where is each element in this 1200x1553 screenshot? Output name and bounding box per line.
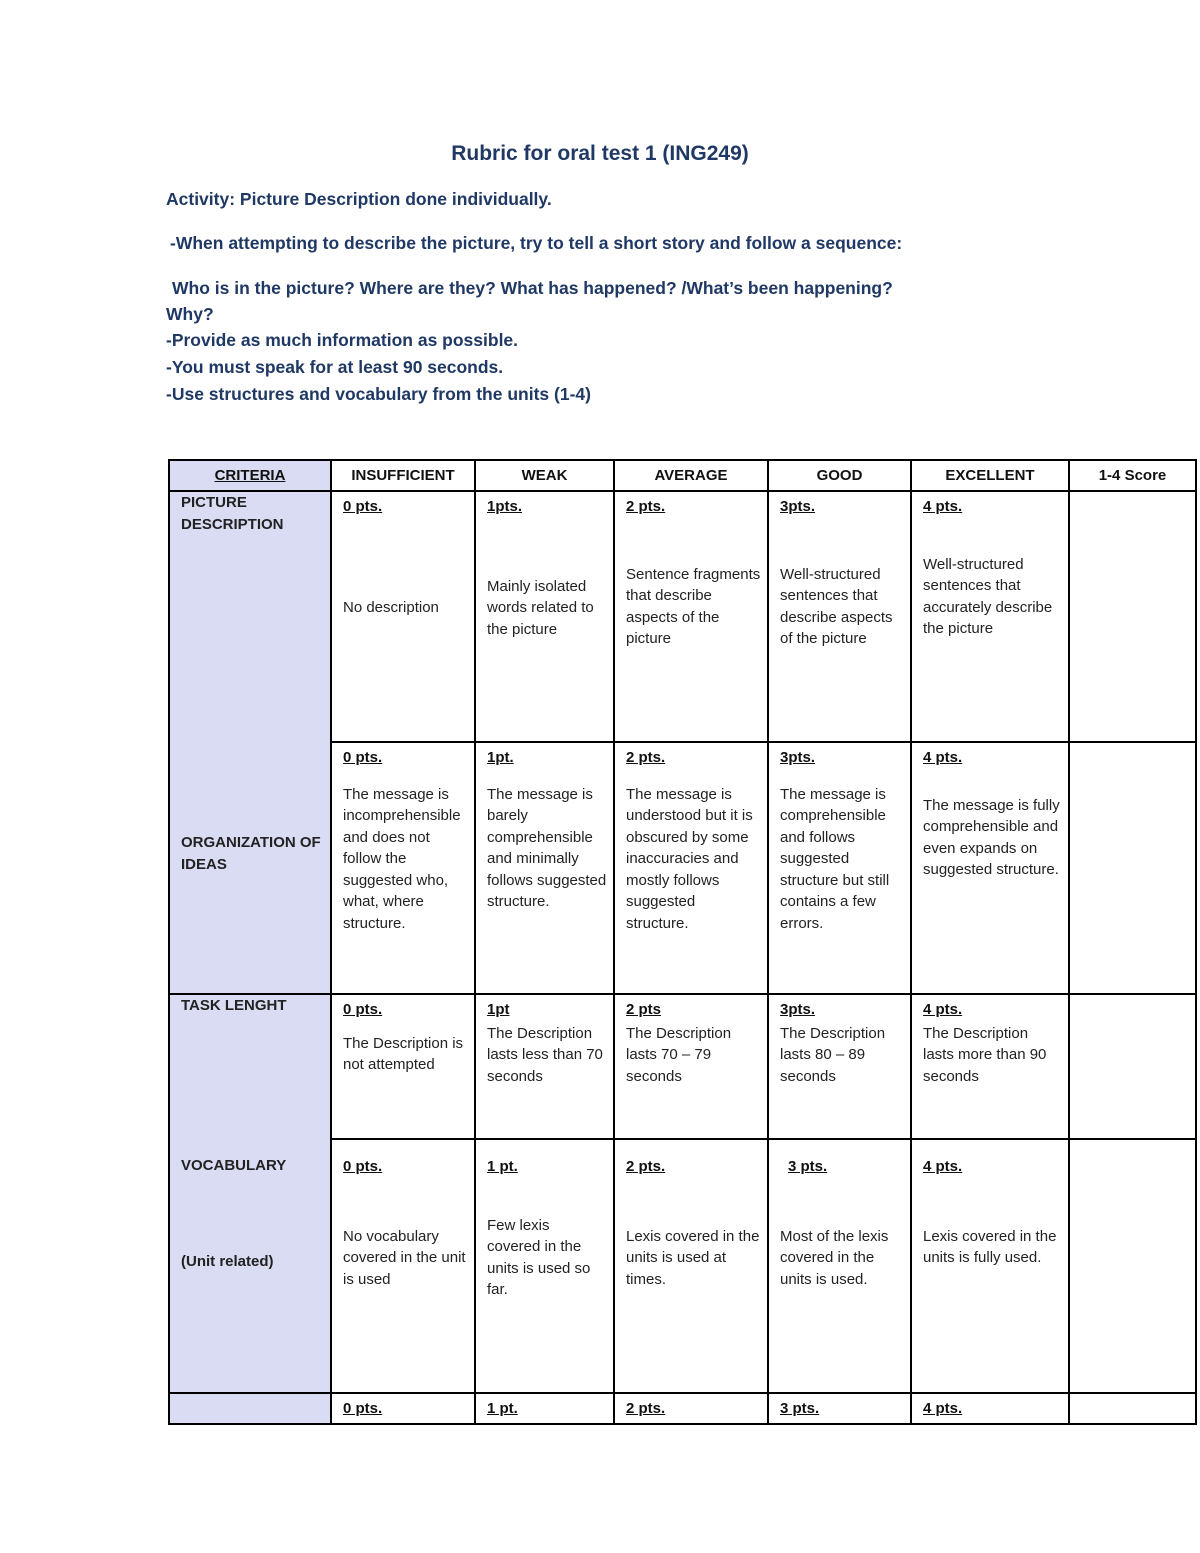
header-excellent: EXCELLENT bbox=[911, 460, 1069, 491]
score-cell[interactable] bbox=[1069, 1393, 1196, 1424]
header-good: GOOD bbox=[768, 460, 911, 491]
criteria-vocabulary-label: VOCABULARY bbox=[181, 1157, 287, 1174]
points-label: 4 pts. bbox=[923, 1400, 963, 1417]
cell-description: Lexis covered in the units is fully used. bbox=[923, 1227, 1057, 1266]
points-label: 0 pts. bbox=[343, 498, 383, 515]
cell-description: The Description lasts 80 – 89 seconds bbox=[780, 1024, 886, 1085]
cell-description: Sentence fragments that describe aspects of the picture bbox=[626, 565, 761, 647]
cell-description: Lexis covered in the units is used at times. bbox=[626, 1227, 760, 1288]
points-label: 4 pts. bbox=[923, 1001, 963, 1018]
cell-description: The message is understood but it is obscured by some inaccuracies and mostly follows suggested structure. bbox=[626, 785, 753, 932]
cell-excellent bbox=[911, 1393, 1069, 1424]
cell-good bbox=[768, 1393, 911, 1424]
points-label: 1 pt. bbox=[487, 1158, 518, 1175]
cell-insufficient bbox=[331, 491, 475, 742]
points-label: 3pts. bbox=[780, 749, 816, 766]
cell-description: The Description lasts less than 70 seconds bbox=[487, 1024, 603, 1085]
cell-description: The Description is not attempted bbox=[343, 1034, 464, 1073]
cell-insufficient bbox=[331, 1139, 475, 1393]
rubric-table bbox=[168, 459, 1197, 1425]
points-label: 0 pts. bbox=[343, 749, 383, 766]
cell-description: The message is incomprehensible and does not follow the suggested who, what, where structure. bbox=[343, 785, 461, 932]
cell-good bbox=[768, 742, 911, 994]
cell-insufficient bbox=[331, 1393, 475, 1424]
header-criteria: CRITERIA bbox=[169, 460, 331, 491]
cell-description: Well-structured sentences that accurately describe the picture bbox=[923, 555, 1053, 637]
points-label: 1pt bbox=[487, 1001, 510, 1018]
points-label: 4 pts. bbox=[923, 749, 963, 766]
cell-insufficient bbox=[331, 994, 475, 1139]
cell-weak bbox=[475, 994, 614, 1139]
points-label: 2 pts. bbox=[626, 498, 666, 515]
criteria-task-length: TASK LENGHT bbox=[169, 994, 331, 1139]
cell-excellent bbox=[911, 491, 1069, 742]
score-cell[interactable] bbox=[1069, 994, 1196, 1139]
cell-weak bbox=[475, 1139, 614, 1393]
cell-excellent bbox=[911, 742, 1069, 994]
instruction-why: Why? bbox=[166, 304, 214, 324]
cell-average bbox=[614, 491, 768, 742]
document-title: Rubric for oral test 1 (ING249) bbox=[451, 142, 749, 165]
cell-description: Few lexis covered in the units is used so far. bbox=[487, 1216, 591, 1298]
points-label: 0 pts. bbox=[343, 1400, 383, 1417]
points-label: 4 pts. bbox=[923, 498, 963, 515]
cell-description: Most of the lexis covered in the units is used. bbox=[780, 1227, 889, 1288]
points-label: 4 pts. bbox=[923, 1158, 963, 1175]
cell-description: Mainly isolated words related to the picture bbox=[487, 577, 594, 638]
points-label: 1 pt. bbox=[487, 1400, 518, 1417]
cell-average bbox=[614, 994, 768, 1139]
points-label: 2 pts. bbox=[626, 1158, 666, 1175]
cell-description: The Description lasts 70 – 79 seconds bbox=[626, 1024, 732, 1085]
criteria-vocabulary-sub: (Unit related) bbox=[181, 1252, 274, 1270]
header-row bbox=[169, 460, 1196, 491]
activity-line: Activity: Picture Description done individually. bbox=[166, 189, 552, 209]
points-label: 2 pts. bbox=[626, 749, 666, 766]
cell-insufficient bbox=[331, 742, 475, 994]
points-label: 0 pts. bbox=[343, 1158, 383, 1175]
header-score: 1-4 Score bbox=[1069, 460, 1196, 491]
table-row bbox=[169, 1139, 1196, 1393]
table-row bbox=[169, 1393, 1196, 1424]
table-row bbox=[169, 994, 1196, 1139]
cell-excellent bbox=[911, 1139, 1069, 1393]
cell-description: No vocabulary covered in the unit is used bbox=[343, 1227, 466, 1288]
table-row bbox=[169, 742, 1196, 994]
instruction-information: -Provide as much information as possible. bbox=[166, 330, 519, 350]
cell-average bbox=[614, 742, 768, 994]
instruction-structures: -Use structures and vocabulary from the units (1-4) bbox=[166, 384, 591, 404]
cell-description: The Description lasts more than 90 seconds bbox=[923, 1024, 1047, 1085]
points-label: 3 pts. bbox=[780, 1400, 820, 1417]
header-weak: WEAK bbox=[475, 460, 614, 491]
cell-good bbox=[768, 1139, 911, 1393]
cell-description: Well-structured sentences that describe aspects of the picture bbox=[780, 565, 893, 647]
cell-average bbox=[614, 1139, 768, 1393]
points-label: 3 pts. bbox=[788, 1158, 828, 1175]
criteria-organization-of-ideas: ORGANIZATION OF IDEAS bbox=[169, 742, 331, 994]
cell-good bbox=[768, 994, 911, 1139]
table-row bbox=[169, 491, 1196, 742]
score-cell[interactable] bbox=[1069, 742, 1196, 994]
instruction-questions: Who is in the picture? Where are they? What has happened? /What’s been happening? bbox=[172, 278, 893, 298]
header-average: AVERAGE bbox=[614, 460, 768, 491]
points-label: 2 pts. bbox=[626, 1400, 666, 1417]
points-label: 0 pts. bbox=[343, 1001, 383, 1018]
header-insufficient: INSUFFICIENT bbox=[331, 460, 475, 491]
cell-good bbox=[768, 491, 911, 742]
cell-excellent bbox=[911, 994, 1069, 1139]
points-label: 2 pts bbox=[626, 1001, 662, 1018]
points-label: 3pts. bbox=[780, 1001, 816, 1018]
cell-description: The message is fully comprehensible and even expands on suggested structure. bbox=[923, 796, 1060, 878]
points-label: 3pts. bbox=[780, 498, 816, 515]
instruction-sequence: -When attempting to describe the picture, try to tell a short story and follow a sequence: bbox=[170, 233, 903, 253]
cell-description: No description bbox=[343, 598, 439, 616]
cell-weak bbox=[475, 1393, 614, 1424]
score-cell[interactable] bbox=[1069, 1139, 1196, 1393]
cell-weak bbox=[475, 491, 614, 742]
criteria-vocabulary bbox=[169, 1139, 331, 1393]
instruction-duration: -You must speak for at least 90 seconds. bbox=[166, 357, 504, 377]
cell-average bbox=[614, 1393, 768, 1424]
cell-weak bbox=[475, 742, 614, 994]
score-cell[interactable] bbox=[1069, 491, 1196, 742]
cell-description: The message is comprehensible and follows suggested structure but still contains a few errors. bbox=[780, 785, 890, 932]
criteria-cut-off bbox=[169, 1393, 331, 1424]
criteria-picture-description: PICTURE DESCRIPTION bbox=[169, 491, 331, 742]
points-label: 1pt. bbox=[487, 749, 514, 766]
cell-description: The message is barely comprehensible and minimally follows suggested structure. bbox=[487, 785, 607, 910]
points-label: 1pts. bbox=[487, 498, 523, 515]
